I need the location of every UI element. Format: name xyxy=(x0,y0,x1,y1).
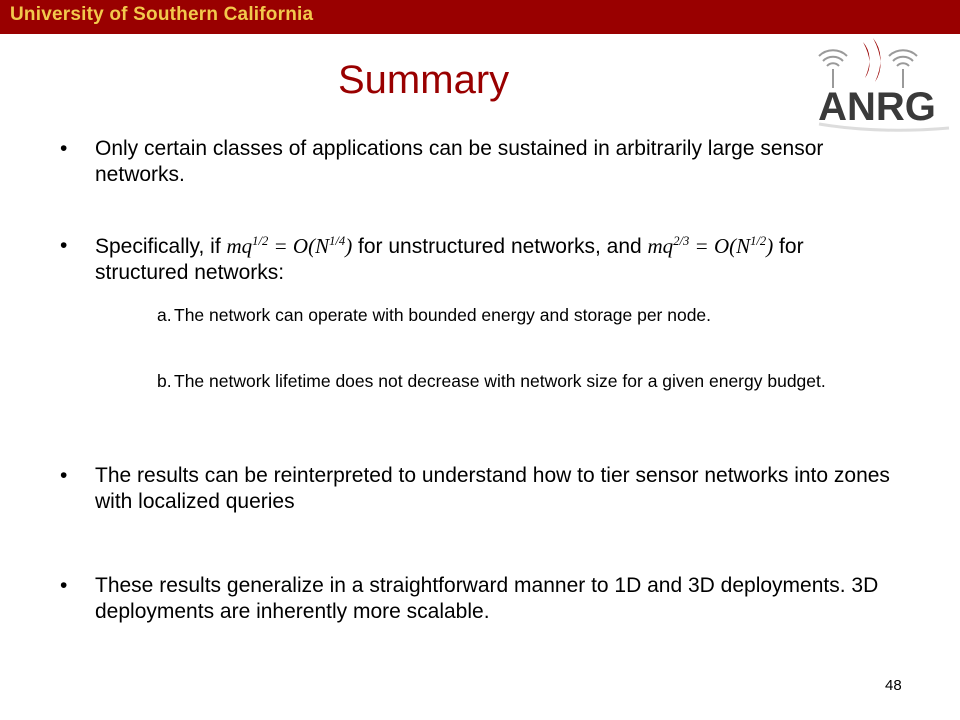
sub-item-marker: a. xyxy=(157,305,172,325)
anrg-logo xyxy=(805,36,950,144)
logo-text: ANRG xyxy=(818,85,936,129)
bullet-marker: • xyxy=(60,464,68,487)
bullet-text: The results can be reinterpreted to understand how to tier sensor networks into zones with localized queries xyxy=(95,464,890,513)
formula-unstructured: $mq^{1/2} = O(N^{1/4})$ xyxy=(226,234,353,258)
page-number: 48 xyxy=(885,677,902,694)
slide-title: Summary xyxy=(338,58,510,102)
bullet-text: These results generalize in a straightforward manner to 1D and 3D deployments. 3D deployments are inherently more scalable. xyxy=(95,574,879,623)
sub-item-text: The network can operate with bounded energy and storage per node. xyxy=(174,305,712,325)
bullet-marker: • xyxy=(60,574,68,597)
bullet-marker: • xyxy=(60,137,68,160)
institution-banner xyxy=(0,0,960,34)
institution-name: University of Southern California xyxy=(10,4,314,25)
sub-item-text: The network lifetime does not decrease with network size for a given energy budget. xyxy=(174,371,826,391)
bullet-text: Specifically, if $mq^{1/2} = O(N^{1/4})$ for unstructured networks, and $mq^{2/3} = O(N^{1/2})$ for structured networks: xyxy=(95,234,804,284)
bullet-text: Only certain classes of applications can be sustained in arbitrarily large sensor networks. xyxy=(95,137,824,186)
formula-structured: $mq^{2/3} = O(N^{1/2})$ xyxy=(647,234,774,258)
sub-item-marker: b. xyxy=(157,371,172,391)
bullet-marker: • xyxy=(60,234,68,257)
